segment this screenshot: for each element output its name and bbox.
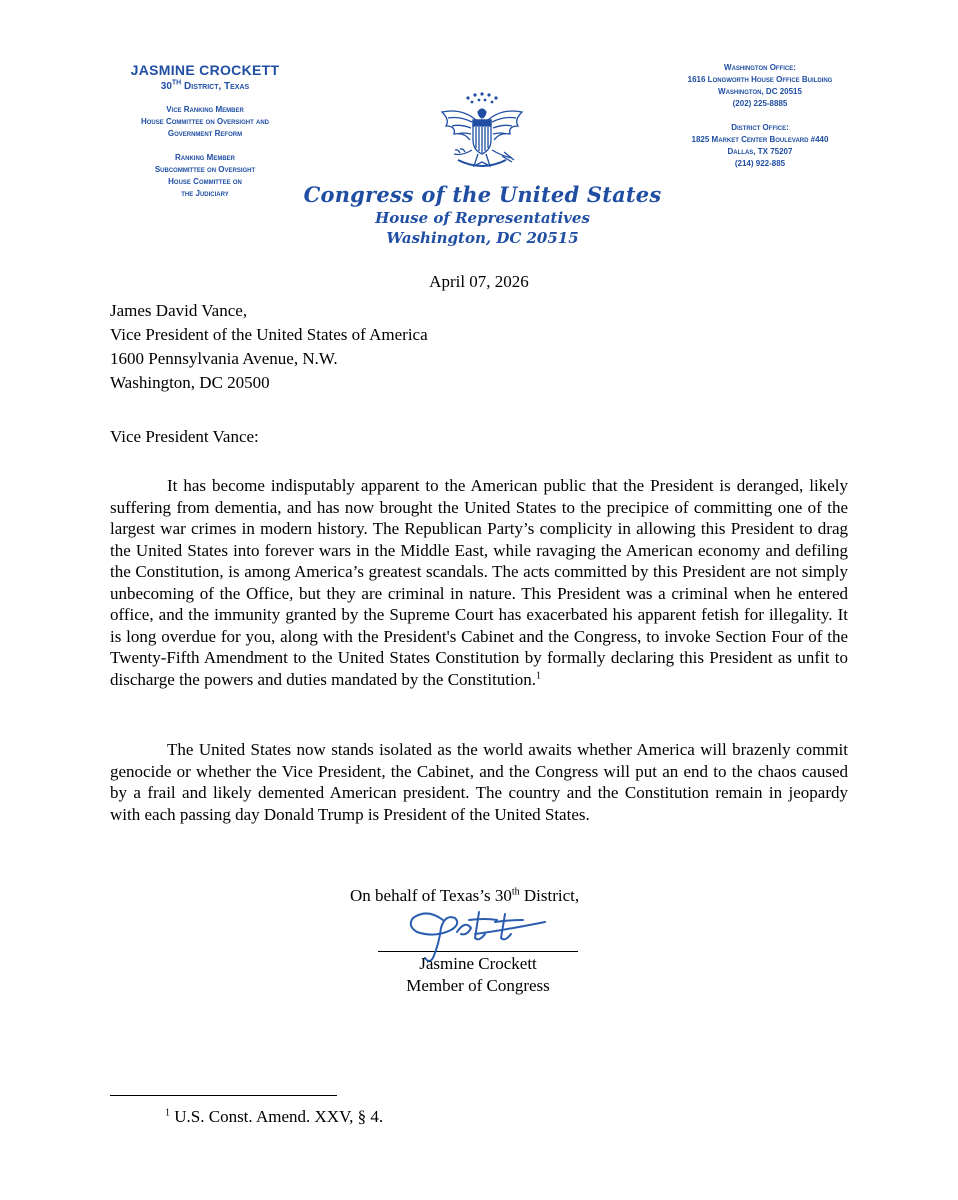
- signer-name: Jasmine Crockett: [419, 954, 537, 973]
- role1-line: Government Reform: [167, 129, 243, 138]
- letterhead-offices-block: [660, 62, 860, 170]
- footnote-rule: [110, 1095, 337, 1096]
- letterhead-title-block: [300, 182, 665, 247]
- role-vice-ranking: [110, 104, 300, 140]
- great-seal-eagle-icon: [432, 90, 532, 178]
- letterhead-member-block: [110, 62, 300, 200]
- location-subtitle: Washington, DC 20515: [386, 229, 579, 247]
- office-line: Washington, DC 20515: [718, 87, 802, 96]
- congress-title: Congress of the United States: [303, 182, 662, 207]
- addressee-line: James David Vance,: [110, 301, 248, 320]
- office-line: (214) 922-885: [734, 159, 786, 168]
- paragraph-2-text: The United States now stands isolated as the world awaits whether America will brazenly commit genocide or whether the Vice President, the Cabinet, and the Congress will put an end to the chaos caused by a frail and likely demented American president. The country and the Constitution remain in jeopardy with each passing day Donald Trump is President of the United States.: [110, 740, 848, 824]
- role1-line: House Committee on Oversight and: [140, 117, 269, 126]
- role1-line: Vice Ranking Member: [166, 105, 244, 114]
- role2-line: Ranking Member: [175, 153, 235, 162]
- member-district-text: 30TH District, Texas: [160, 79, 250, 92]
- role2-line: the Judiciary: [181, 189, 229, 198]
- addressee-line: Washington, DC 20500: [110, 373, 270, 392]
- signer-title: Member of Congress: [406, 976, 550, 995]
- closing: On behalf of Texas’s 30th District,: [350, 886, 580, 905]
- house-subtitle: House of Representatives: [375, 209, 590, 227]
- paragraph-1-text: It has become indisputably apparent to the American public that the President is deranged, likely suffering from dementia, and has now brought the United States to the precipice of committing one of the largest war crimes in modern history. The Republican Party’s complicity in allowing this President to drag the United States into forever wars in the Middle East, while ravaging the American economy and defiling the Constitution, is among America’s greatest scandals. The acts committed by this President are not simply unbecoming of the Office, but they are criminal in nature. This President was a criminal when he entered office, and the immunity granted by the Supreme Court has exacerbated his apparent fetish for illegality. It is long overdue for you, along with the President's Cabinet and the Congress, to invoke Section Four of the Twenty-Fifth Amendment to the United States Constitution by formally declaring this President as unfit to discharge the powers and duties mandated by the Constitution.: [110, 476, 848, 689]
- body-paragraph-1: [110, 475, 848, 690]
- footnote-mark: 1: [165, 1107, 170, 1119]
- washington-office: [660, 62, 860, 110]
- district-office: [660, 122, 860, 170]
- office-line: 1616 Longworth House Office Building: [687, 75, 833, 84]
- addressee-line: 1600 Pennsylvania Avenue, N.W.: [110, 349, 338, 368]
- office-line: Dallas, TX 75207: [727, 147, 793, 156]
- member-district: [110, 81, 300, 92]
- office-line: 1825 Market Center Boulevard #440: [691, 135, 829, 144]
- member-name: JASMINE CROCKETT: [130, 62, 280, 78]
- role2-line: House Committee on: [168, 177, 242, 186]
- salutation: Vice President Vance:: [110, 427, 259, 446]
- footnote-text: U.S. Const. Amend. XXV, § 4.: [174, 1107, 384, 1126]
- letter-date: April 07, 2026: [429, 272, 529, 291]
- office-line: (202) 225-8885: [732, 99, 788, 108]
- addressee-block: [110, 299, 428, 395]
- footnote: [165, 1107, 383, 1127]
- office-line: District Office:: [731, 123, 789, 132]
- office-line: Washington Office:: [724, 63, 796, 72]
- role2-line: Subcommittee on Oversight: [154, 165, 256, 174]
- footnote-reference: 1: [536, 669, 542, 681]
- role-ranking-member: [110, 152, 300, 200]
- body-paragraph-2: [110, 739, 848, 825]
- addressee-line: Vice President of the United States of America: [110, 325, 428, 344]
